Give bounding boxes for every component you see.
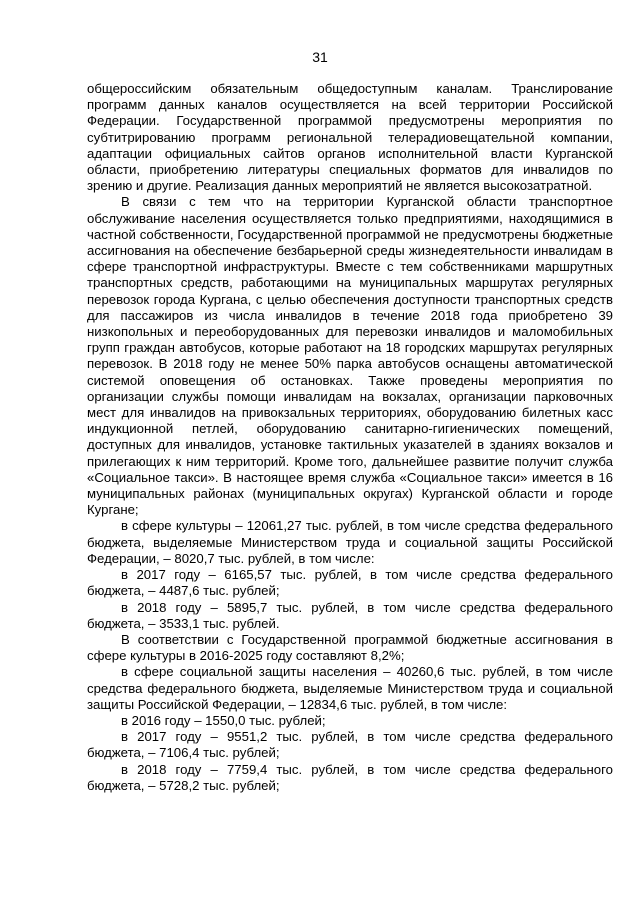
paragraph: общероссийским обязательным общедоступным каналам. Транслирование программ данных каналов осуществляется на всей территории Российской Федерации. Государственной программой предусмотрены мероприятия по субтитрированию программ региональной телерадиовещательной компании, адаптации официальных сайтов органов исполнительной власти Курганской области, приобретению литературы специальных форматов для инвалидов по зрению и другие. Реализация данных мероприятий не является высокозатратной. [87, 81, 613, 194]
document-body [87, 81, 613, 794]
paragraph: в сфере культуры – 12061,27 тыс. рублей, в том числе средства федерального бюджета, выделяемые Министерством труда и социальной защиты Российской Федерации, – 8020,7 тыс. рублей, в том числе: [87, 518, 613, 566]
page-number: 31 [312, 49, 328, 65]
paragraph: в 2017 году – 6165,57 тыс. рублей, в том числе средства федерального бюджета, – 4487,6 тыс. рублей; [87, 567, 613, 599]
paragraph: В соответствии с Государственной программой бюджетные ассигнования в сфере культуры в 2016-2025 году составляют 8,2%; [87, 631, 613, 664]
paragraph: В связи с тем что на территории Курганской области транспортное обслуживание населения осуществляется только предприятиями, находящимися в частной собственности, Государственной программой не предусмотрены бюджетные ассигнования на обеспечение безбарьерной среды жизнедеятельности инвалидам в сфере транспортной инфраструктуры. Вместе с тем собственниками маршрутных транспортных средств, работающими на муниципальных маршрутах регулярных перевозок города Кургана, с целью обеспечения доступности транспортных средств для пассажиров из числа инвалидов в течение 2018 года приобретено 39 низкопольных и переоборудованных для перевозки инвалидов и маломобильных групп граждан автобусов, которые работают на 18 городских маршрутах регулярных перевозок. В 2018 году не менее 50% парка автобусов оснащены автоматической системой оповещения об остановках. Также проведены мероприятия по организации службы помощи инвалидам на вокзалах, организации парковочных мест для инвалидов на привокзальных территориях, оборудованию билетных касс индукционной петлей, оборудованию санитарно-гигиенических помещений, доступных для инвалидов, установке тактильных указателей в зданиях вокзалов и прилегающих к ним территорий. Кроме того, дальнейшее развитие получит служба «Социальное такси». В настоящее время служба «Социальное такси» имеется в 16 муниципальных районах (муниципальных округах) Курганской области и городе Кургане; [87, 194, 613, 518]
paragraph: в 2017 году – 9551,2 тыс. рублей, в том числе средства федерального бюджета, – 7106,4 тыс. рублей; [87, 729, 613, 761]
paragraph: в 2018 году – 5895,7 тыс. рублей, в том числе средства федерального бюджета, – 3533,1 тыс. рублей. [87, 599, 613, 631]
paragraph: в 2016 году – 1550,0 тыс. рублей; [121, 712, 326, 728]
paragraph: в сфере социальной защиты населения – 40260,6 тыс. рублей, в том числе средства федерального бюджета, выделяемые Министерством труда и социальной защиты Российской Федерации, – 12834,6 тыс. рублей, в том числе: [87, 664, 613, 712]
paragraph: в 2018 году – 7759,4 тыс. рублей, в том числе средства федерального бюджета, – 5728,2 тыс. рублей; [87, 761, 613, 793]
